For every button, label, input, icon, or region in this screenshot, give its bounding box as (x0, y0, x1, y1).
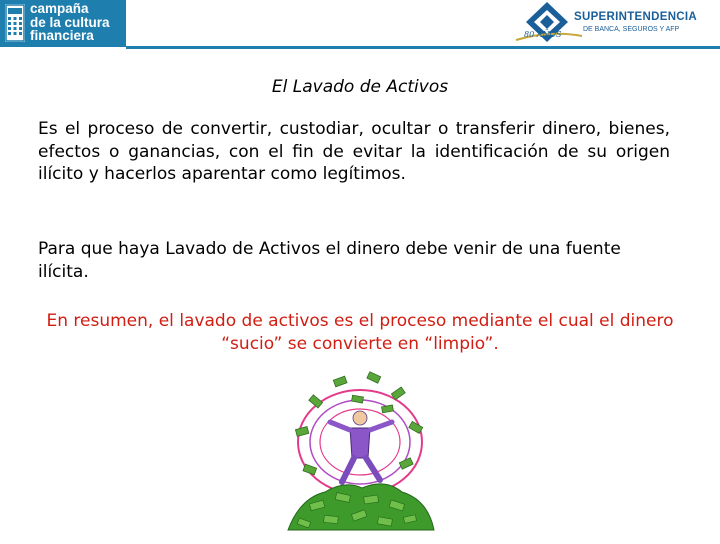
logo-line-3: financiera (30, 28, 94, 43)
header-divider (126, 46, 720, 49)
superintendencia-name: SUPERINTENDENCIA (574, 11, 698, 23)
logo-line-2: de la cultura (30, 14, 110, 30)
superintendencia-logo (510, 0, 720, 46)
definition-paragraph: Es el proceso de convertir, custodiar, ocultar o transferir dinero, bienes, efectos o ganancias, con el fin de evitar la identificación de su origen ilícito y hacerlos aparentar como legítimos. (38, 119, 670, 184)
condition-paragraph: Para que haya Lavado de Activos el dinero debe venir de una fuente ilícita. (38, 239, 621, 282)
money-laundering-illustration (280, 370, 440, 540)
summary-paragraph: En resumen, el lavado de activos es el proceso mediante el cual el dinero “sucio” se convierte en “limpio”. (46, 311, 674, 354)
sbs-emblem-icon (510, 0, 720, 46)
calculator-icon (5, 4, 25, 42)
anniversary-badge: 80 AÑOS (524, 30, 562, 39)
superintendencia-subtitle: DE BANCA, SEGUROS Y AFP (583, 26, 680, 33)
page-title: El Lavado de Activos (271, 77, 449, 97)
logo-line-1: campaña (30, 1, 89, 16)
header-bar (0, 0, 720, 48)
person-throwing-money-icon (280, 370, 440, 540)
logo-text (30, 2, 110, 43)
campana-cultura-financiera-logo (0, 0, 126, 47)
